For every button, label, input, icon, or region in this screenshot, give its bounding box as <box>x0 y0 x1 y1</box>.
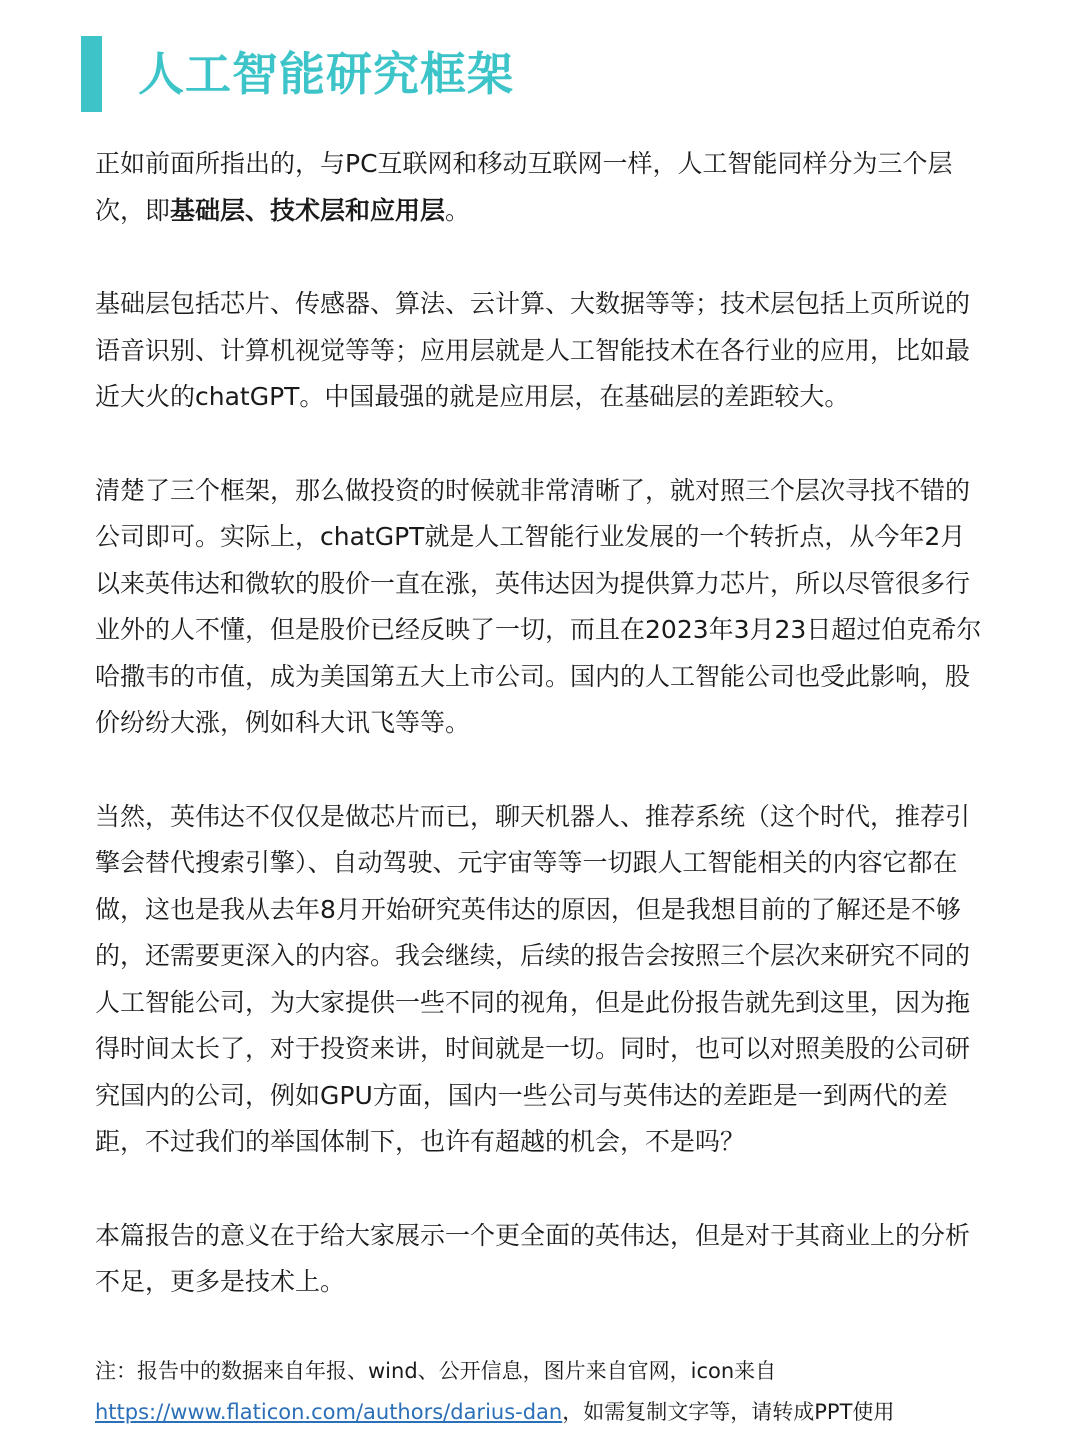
paragraph-significance: 本篇报告的意义在于给大家展示一个更全面的英伟达，但是对于其商业上的分析不足，更多是技术上。 <box>95 1220 971 1296</box>
footnote-line2 <box>95 1392 995 1433</box>
paragraph-intro-end: 。 <box>445 195 471 225</box>
title-accent-bar <box>81 36 102 112</box>
footnote-line1: 注：报告中的数据来自年报、wind、公开信息，图片来自官网，icon来自 <box>95 1359 777 1383</box>
source-link[interactable]: https://www.flaticon.com/authors/darius-dan <box>95 1400 563 1424</box>
footnote <box>95 1351 995 1433</box>
article-body <box>95 141 985 1353</box>
footnote-suffix: ，如需复制文字等，请转成PPT使用 <box>562 1400 895 1424</box>
paragraph-nvidia: 当然，英伟达不仅仅是做芯片而已，聊天机器人、推荐系统（这个时代，推荐引擎会替代搜索引擎）、自动驾驶、元宇宙等等一切跟人工智能相关的内容它都在做，这也是我从去年8月开始研究英伟达的原因，但是我想目前的了解还是不够的，还需要更深入的内容。我会继续，后续的报告会按照三个层次来研究不同的人工智能公司，为大家提供一些不同的视角，但是此份报告就先到这里，因为拖得时间太长了，对于投资来讲，时间就是一切。同时，也可以对照美股的公司研究国内的公司，例如GPU方面，国内一些公司与英伟达的差距是一到两代的差距，不过我们的举国体制下，也许有超越的机会，不是吗？ <box>95 801 971 1156</box>
paragraph-layers: 基础层包括芯片、传感器、算法、云计算、大数据等等；技术层包括上页所说的语音识别、计算机视觉等等；应用层就是人工智能技术在各行业的应用，比如最近大火的chatGPT。中国最强的就是应用层，在基础层的差距较大。 <box>95 289 971 411</box>
paragraph-intro-bold: 基础层、技术层和应用层 <box>170 195 446 225</box>
paragraph-investment: 清楚了三个框架，那么做投资的时候就非常清晰了，就对照三个层次寻找不错的公司即可。实际上，chatGPT就是人工智能行业发展的一个转折点，从今年2月以来英伟达和微软的股价一直在涨，英伟达因为提供算力芯片，所以尽管很多行业外的人不懂，但是股价已经反映了一切，而且在2023年3月23日超过伯克希尔哈撒韦的市值，成为美国第五大上市公司。国内的人工智能公司也受此影响，股价纷纷大涨，例如科大讯飞等等。 <box>95 475 982 737</box>
paragraph-intro <box>95 141 985 234</box>
paragraph-intro-text: 正如前面所指出的，与PC互联网和移动互联网一样，人工智能同样分为三个层次，即 <box>95 149 953 225</box>
page-title: 人工智能研究框架 <box>138 47 514 101</box>
